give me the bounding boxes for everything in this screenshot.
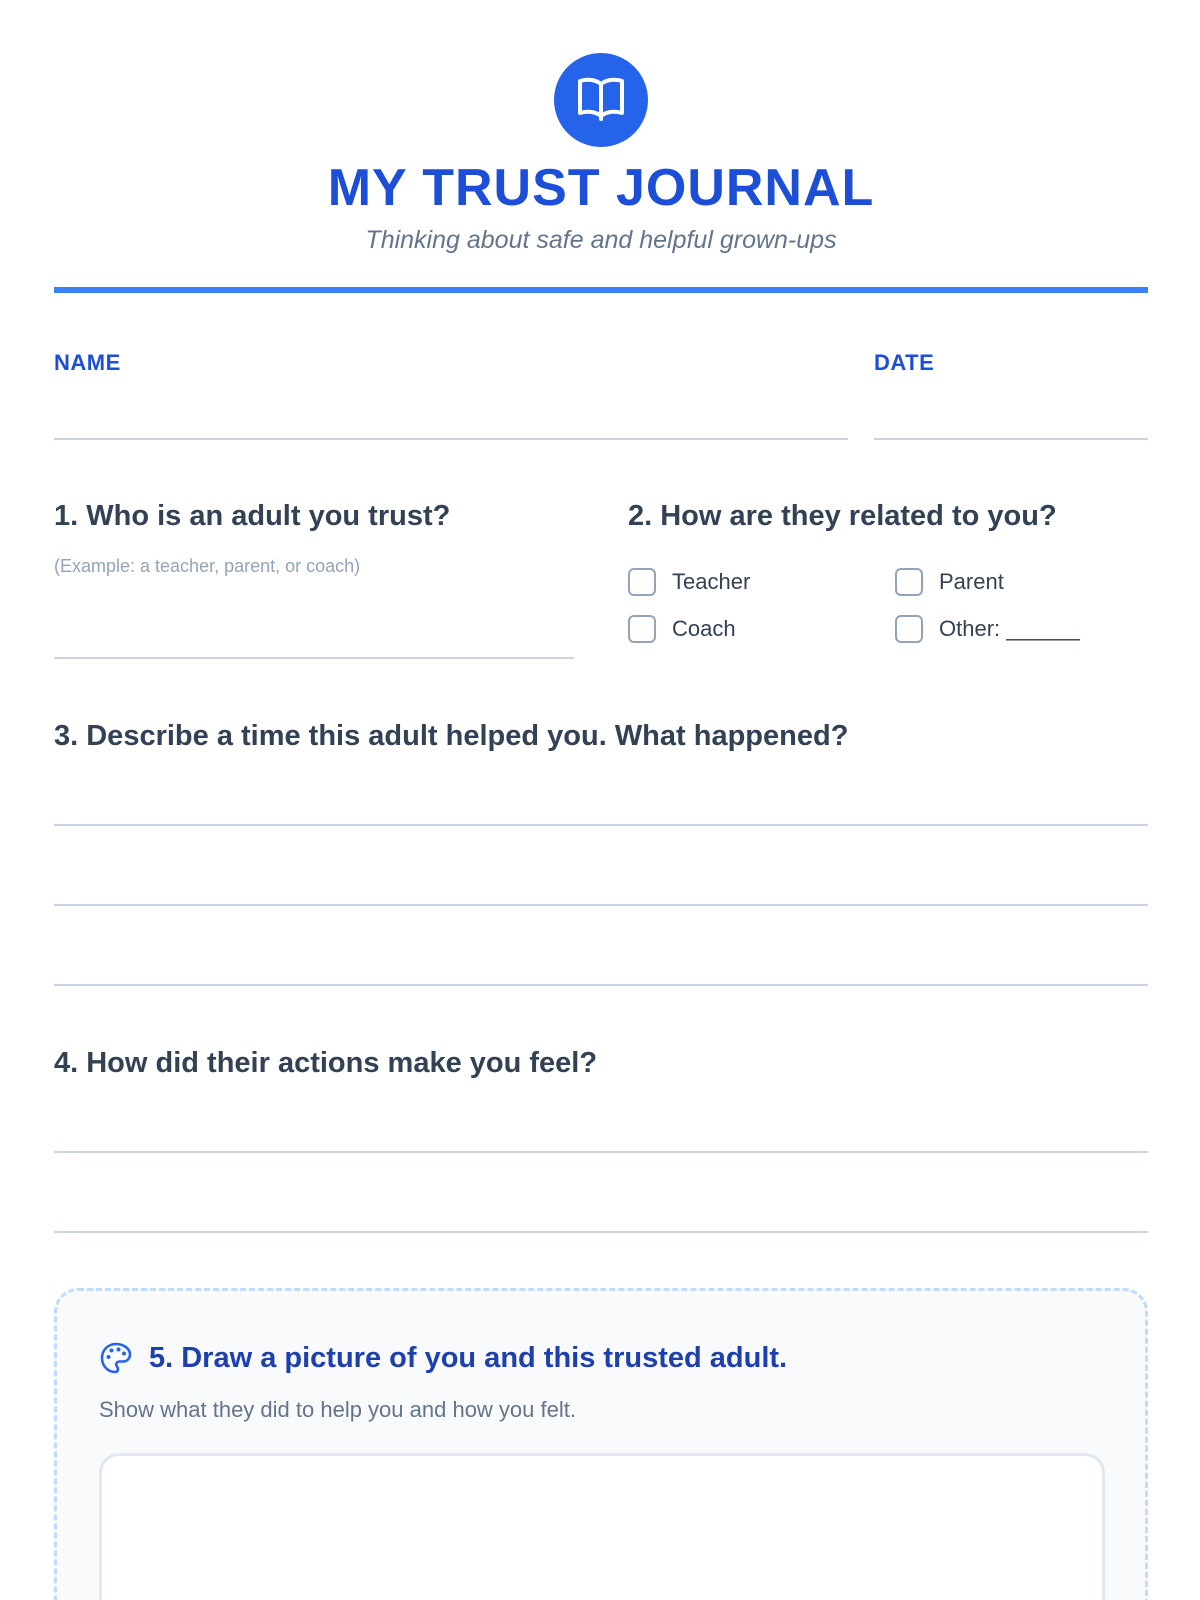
question-4-label: 4. How did their actions make you feel? xyxy=(54,1047,598,1079)
name-label: NAME xyxy=(54,350,121,375)
page-subtitle: Thinking about safe and helpful grown-ups xyxy=(365,226,837,254)
option-teacher[interactable] xyxy=(628,568,750,596)
question-5-hint: Show what they did to help you and how you felt. xyxy=(99,1397,576,1422)
palette-icon xyxy=(99,1341,133,1375)
date-field[interactable] xyxy=(874,438,1148,440)
logo-badge xyxy=(554,53,648,147)
question-3-answer-line[interactable] xyxy=(54,984,1148,986)
option-label: Teacher xyxy=(672,569,751,594)
checkbox[interactable] xyxy=(628,615,656,643)
option-other[interactable] xyxy=(895,615,1080,643)
header-divider xyxy=(54,287,1148,293)
page-title: MY TRUST JOURNAL xyxy=(327,159,875,217)
open-book-icon xyxy=(576,75,626,126)
option-label: Parent xyxy=(939,569,1004,594)
checkbox[interactable] xyxy=(628,568,656,596)
option-coach[interactable] xyxy=(628,615,736,643)
question-1-label: 1. Who is an adult you trust? xyxy=(54,500,451,532)
question-5-heading xyxy=(99,1341,787,1375)
question-3-answer-line[interactable] xyxy=(54,904,1148,906)
option-label: Other: ______ xyxy=(939,616,1080,641)
question-3-label: 3. Describe a time this adult helped you. What happened? xyxy=(54,720,849,752)
drawing-canvas[interactable] xyxy=(99,1453,1105,1600)
question-3-answer-line[interactable] xyxy=(54,824,1148,826)
date-label: DATE xyxy=(874,350,935,375)
checkbox[interactable] xyxy=(895,615,923,643)
question-1-hint: (Example: a teacher, parent, or coach) xyxy=(54,556,361,576)
question-4-answer-line[interactable] xyxy=(54,1151,1148,1153)
worksheet-page xyxy=(54,0,1148,1600)
option-label: Coach xyxy=(672,616,736,641)
checkbox[interactable] xyxy=(895,568,923,596)
question-4-answer-line[interactable] xyxy=(54,1231,1148,1233)
question-1-answer-line[interactable] xyxy=(54,657,574,659)
question-2-label: 2. How are they related to you? xyxy=(628,500,1057,532)
option-parent[interactable] xyxy=(895,568,1004,596)
drawing-section xyxy=(54,1288,1148,1600)
name-field[interactable] xyxy=(54,438,848,440)
question-5-label: 5. Draw a picture of you and this trusted adult. xyxy=(149,1341,788,1374)
